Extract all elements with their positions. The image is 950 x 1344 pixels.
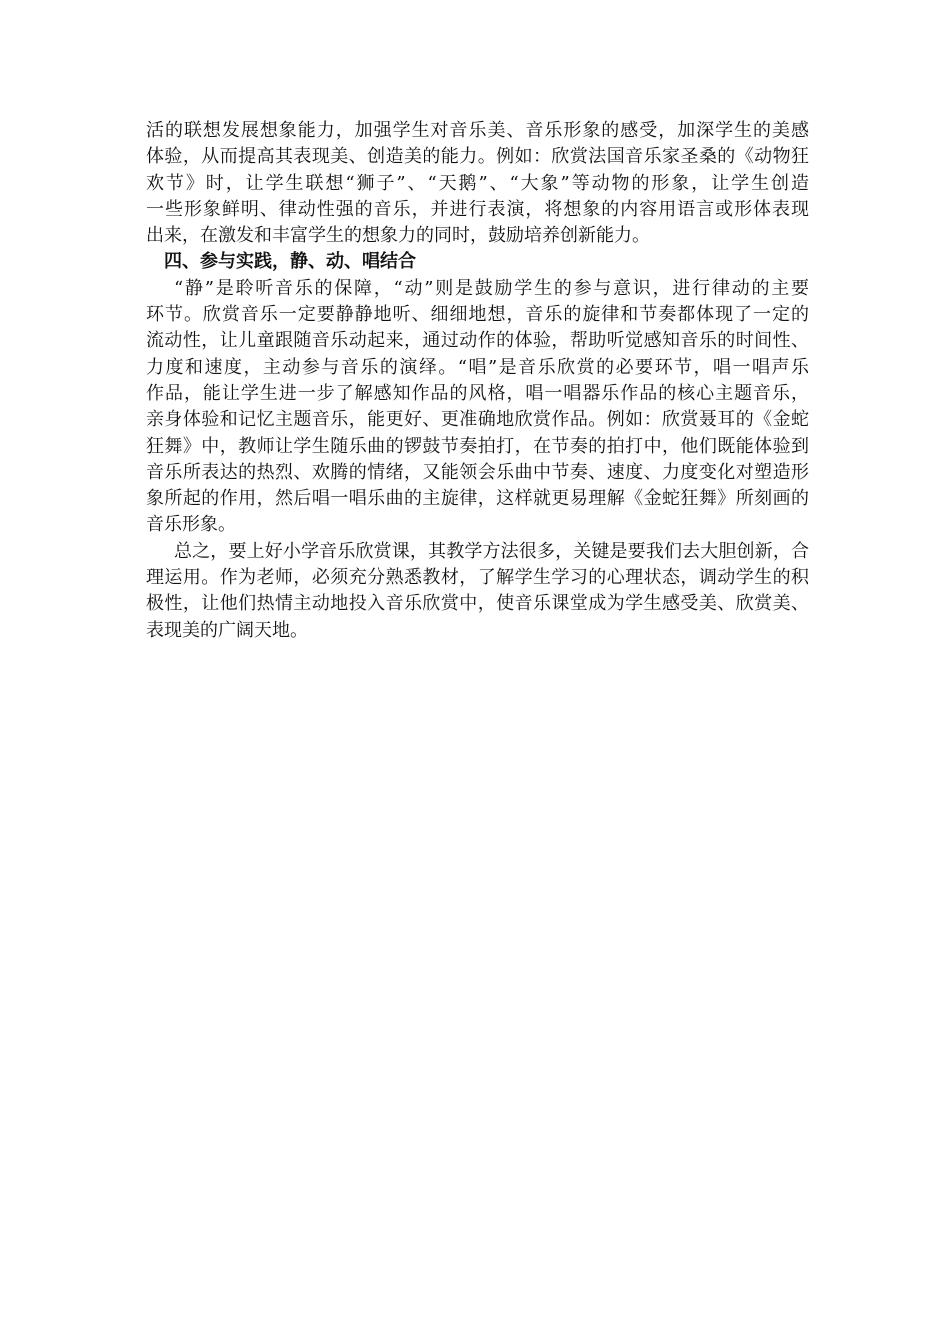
- text-line: 象所起的作用，然后唱一唱乐曲的主旋律，这样就更易理解《金蛇狂舞》所刻画的: [146, 488, 809, 510]
- text-line: 音乐形象。: [146, 514, 236, 536]
- text-line: 体验，从而提高其表现美、创造美的能力。例如：欣赏法国音乐家圣桑的《动物狂: [146, 146, 809, 168]
- document-body: [146, 118, 809, 644]
- paragraph-conclusion: [146, 539, 809, 644]
- text-line: 理运用。作为老师，必须充分熟悉教材，了解学生学习的心理状态，调动学生的积: [146, 567, 809, 589]
- text-line: 音乐所表达的热烈、欢腾的情绪，又能领会乐曲中节奏、速度、力度变化对塑造形: [146, 461, 809, 483]
- text-line: 欢节》时，让学生联想“狮子”、“天鹅”、“大象”等动物的形象，让学生创造: [146, 172, 809, 194]
- text-line: 流动性，让儿童跟随音乐动起来，通过动作的体验，帮助听觉感知音乐的时间性、: [146, 330, 809, 352]
- section-heading-4: 四、参与实践，静、动、唱结合: [164, 251, 416, 273]
- paragraph-imagination: [146, 118, 809, 249]
- text-line: 总之，要上好小学音乐欣赏课，其教学方法很多，关键是要我们去大胆创新，合: [174, 540, 809, 562]
- text-line: 环节。欣赏音乐一定要静静地听、细细地想，音乐的旋律和节奏都体现了一定的: [146, 304, 809, 326]
- text-line: 表现美的广阔天地。: [146, 619, 308, 641]
- text-line: 极性，让他们热情主动地投入音乐欣赏中，使音乐课堂成为学生感受美、欣赏美、: [146, 593, 809, 615]
- text-line: 出来，在激发和丰富学生的想象力的同时，鼓励培养创新能力。: [146, 225, 650, 247]
- text-line: 亲身体验和记忆主题音乐，能更好、更准确地欣赏作品。例如：欣赏聂耳的《金蛇: [146, 409, 809, 431]
- paragraph-practice: [146, 276, 809, 539]
- text-line: 狂舞》中，教师让学生随乐曲的锣鼓节奏拍打，在节奏的拍打中，他们既能体验到: [146, 435, 809, 457]
- text-line: 作品，能让学生进一步了解感知作品的风格，唱一唱器乐作品的核心主题音乐，: [146, 382, 809, 404]
- text-line: 一些形象鲜明、律动性强的音乐，并进行表演，将想象的内容用语言或形体表现: [146, 198, 809, 220]
- text-line: “静”是聆听音乐的保障，“动”则是鼓励学生的参与意识，进行律动的主要: [174, 277, 809, 299]
- text-line: 活的联想发展想象能力，加强学生对音乐美、音乐形象的感受，加深学生的美感: [146, 120, 809, 141]
- text-line: 力度和速度，主动参与音乐的演绎。“唱”是音乐欣赏的必要环节，唱一唱声乐: [146, 356, 809, 378]
